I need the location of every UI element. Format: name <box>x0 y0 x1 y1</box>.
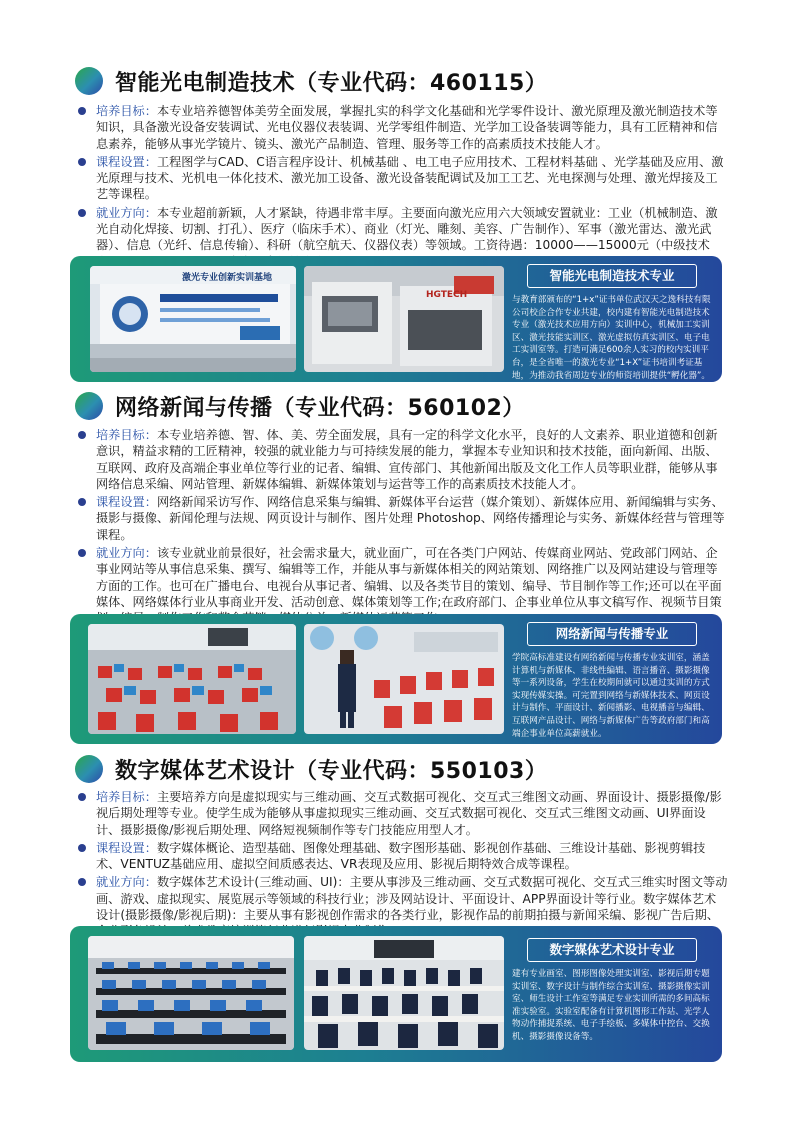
section-1-title: 智能光电制造技术（专业代码：460115） <box>115 70 548 96</box>
section-1-banner <box>70 256 722 382</box>
section-2-title: 网络新闻与传播（专业代码：560102） <box>115 395 525 421</box>
section-3-jobs: 就业方向：数字媒体艺术设计(三维动画、UI)：主要从事涉及三维动画、交互式数据可视化、交互式三维实时图文等动画、游戏、虚拟现实、展览展示等领域的科技行业；涉及网站设计、平面设计、APP界面设计等行业。数字媒体艺术设计(摄影摄像/影视后期)：主要从事有影视创作需求的各类行业，影视作品的前期拍摄与新闻采编、影视广告后期、 <box>78 874 728 939</box>
bullet-icon <box>78 498 86 506</box>
bullet-icon <box>78 107 86 115</box>
section-2-banner <box>70 614 722 744</box>
photo-classroom-presentation <box>304 624 504 734</box>
section-2-courses: 课程设置：网络新闻采访写作、网络信息采集与编辑、新媒体平台运营（媒介策划）、新媒体应用、新闻编辑与实务、摄影与摄像、新闻伦理与法规、网页设计与制作、图片处理 Photoshop、网络传播理论与实务、新媒体经营与管理等课程。 <box>78 494 728 543</box>
section-3-banner-text: 建有专业画室、图形图像处理实训室、影视后期专题实训室、数字设计与制作综合实训室、摄影摄像实训室、师生设计工作室等满足专业实训所需的多间高标准实验室。实验室配备有计算机图形工作站、光学人物动作捕捉系统、电子手绘板、多媒体中控台、交换机、摄影摄像设备等。 <box>512 969 710 1042</box>
photo-graphics-lab <box>88 936 294 1050</box>
section-2-banner-title: 网络新闻与传播专业 <box>527 622 697 646</box>
section-1-goal: 培养目标：本专业培养德智体美劳全面发展，掌握扎实的科学文化基础和光学零件设计、激光原理及激光制造技术等知识，具备激光设备安装调试、光电仪器仪表装调、光学零组件制造、光学加工设备装调等能力，具有工匠精神和信息素养，能够从事光学镜片、镜头、激光产品制造、管理、服务等工作的高素质技术技能人才。 <box>78 103 728 152</box>
section-3-title-row <box>75 752 547 786</box>
section-1-title-row <box>75 64 547 98</box>
photo-media-class <box>304 936 504 1050</box>
section-1-jobs: 就业方向：本专业超前新颖，人才紧缺，待遇非常丰厚。主要面向激光应用六大领域安置就业：工业（机械制造、激光自动化焊接、切割、打孔）、医疗（临床手术）、商业（灯光、雕刻、美容、广告制作）、军事（激光雷达、激光武器）、信息（光纤、信息传输）、科研（航空航天、仪器仪表）等领域。工资待遇：10000——15000元（中级技术 <box>78 205 728 270</box>
bullet-icon <box>78 793 86 801</box>
section-3-courses: 课程设置：数字媒体概论、造型基础、图像处理基础、数字图形基础、影视创作基础、三维设计基础、影视剪辑技术、VENTUZ基础应用、虚拟空间质感表达、VR表现及应用、影视后期特效合成等课程。 <box>78 840 728 873</box>
section-3-banner-info <box>512 938 712 1044</box>
photo-laser-equipment <box>304 266 504 372</box>
section-bullet-icon <box>75 755 103 783</box>
section-1-description <box>78 103 728 272</box>
bullet-icon <box>78 209 86 217</box>
section-1-banner-title: 智能光电制造技术专业 <box>527 264 697 288</box>
section-3-title: 数字媒体艺术设计（专业代码：550103） <box>115 758 548 784</box>
section-2-description <box>78 427 728 629</box>
hgtech-logo: HGTECH <box>426 290 468 300</box>
bullet-icon <box>78 844 86 852</box>
bullet-icon <box>78 878 86 886</box>
section-3-goal: 培养目标：主要培养方向是虚拟现实与三维动画、交互式数据可视化、交互式三维图文动画、界面设计、摄影摄像/影视后期处理等专业。使学生成为能够从事虚拟现实三维动画、交互式数据可视化、交互式三维图文动画、UI界面设计、摄影摄像/影视后期处理、网络短视频制作等专门技能应用型人才。 <box>78 789 728 838</box>
section-3-banner <box>70 926 722 1062</box>
section-2-banner-text: 学院高标准建设有网络新闻与传播专业实训室，涵盖计算机与新媒体、非线性编辑、语言播音、摄影摄像等一系列设备，学生在校期间就可以通过实训的方式实现传媒实操。可完置到网络与新媒体技术、网页设计与制作、平面设计、新闻播影、电视播音与编辑、互联网产品设计、网络与新媒体广告等政府部门和高端企事业单位高薪就业。 <box>512 653 710 739</box>
photo-sign-text: 激光专业创新实训基地 <box>182 273 273 283</box>
section-3-banner-title: 数字媒体艺术设计专业 <box>527 938 697 962</box>
section-2-goal: 培养目标：本专业培养德、智、体、美、劳全面发展，具有一定的科学文化水平，良好的人文素养、职业道德和创新意识，精益求精的工匠精神，较强的就业能力与可持续发展的能力，掌握本专业知识和技术技能，面向新闻、出版、互联网、政府及高端企事业单位等行业的记者、编辑、宣传部门、其他新闻出版及文化工作人员等职业群，能够从事网络信息采编、网站管理、新媒体编辑、新媒体策划与运营等工作的高素质技术技能人才。 <box>78 427 728 492</box>
section-2-jobs: 就业方向：该专业就业前景很好，社会需求量大，就业面广，可在各类门户网站、传媒商业网站、党政部门网站、企事业网站等从事信息采集、撰写、编辑等工作，并能从事与新媒体相关的网站策划、网络推广以及网站建设与管理等方面的工作。也可在广播电台、电视台从事记者、编辑、以及各类节目的策划、编导、节目制作等工作;还可以在平面媒体、网络媒体行业从事商业开发、活动创意、媒体策划等工作;在政府部门、企事业单位从事文稿写作、视频节目策 <box>78 545 728 626</box>
bullet-icon <box>78 431 86 439</box>
section-1-courses: 课程设置：工程图学与CAD、C语言程序设计、机械基础 、电工电子应用技术、工程材料基础 、光学基础及应用、激光原理与技术、光机电一体化技术、激光加工设备、激光设备装配调试及加工工艺、光电探测与处理、激光焊接及工艺等课程。 <box>78 154 728 203</box>
section-1-banner-text: 与教育部颁布的“1+x”证书单位武汉天之逸科技有限公司校企合作专业共建，校内建有智能光电制造技术专业（激光技术应用方向）实训中心，机械加工实训区、激光技能实训区、激光虚拟仿真实训区、电子电工实训室等。打造可满足600余人实习的校内实训平台，是全省唯一的激光专业“1+X”证书培训考证基地，为推动我省周边专业的师资培训提供“孵化器”。 <box>512 295 711 381</box>
photo-training-base <box>90 266 296 372</box>
section-1-banner-info <box>512 264 712 382</box>
photo-computer-lab <box>88 624 296 734</box>
section-bullet-icon <box>75 392 103 420</box>
section-2-banner-info <box>512 622 712 740</box>
section-2-title-row <box>75 389 525 423</box>
section-bullet-icon <box>75 67 103 95</box>
bullet-icon <box>78 549 86 557</box>
bullet-icon <box>78 158 86 166</box>
section-3-description <box>78 789 728 942</box>
